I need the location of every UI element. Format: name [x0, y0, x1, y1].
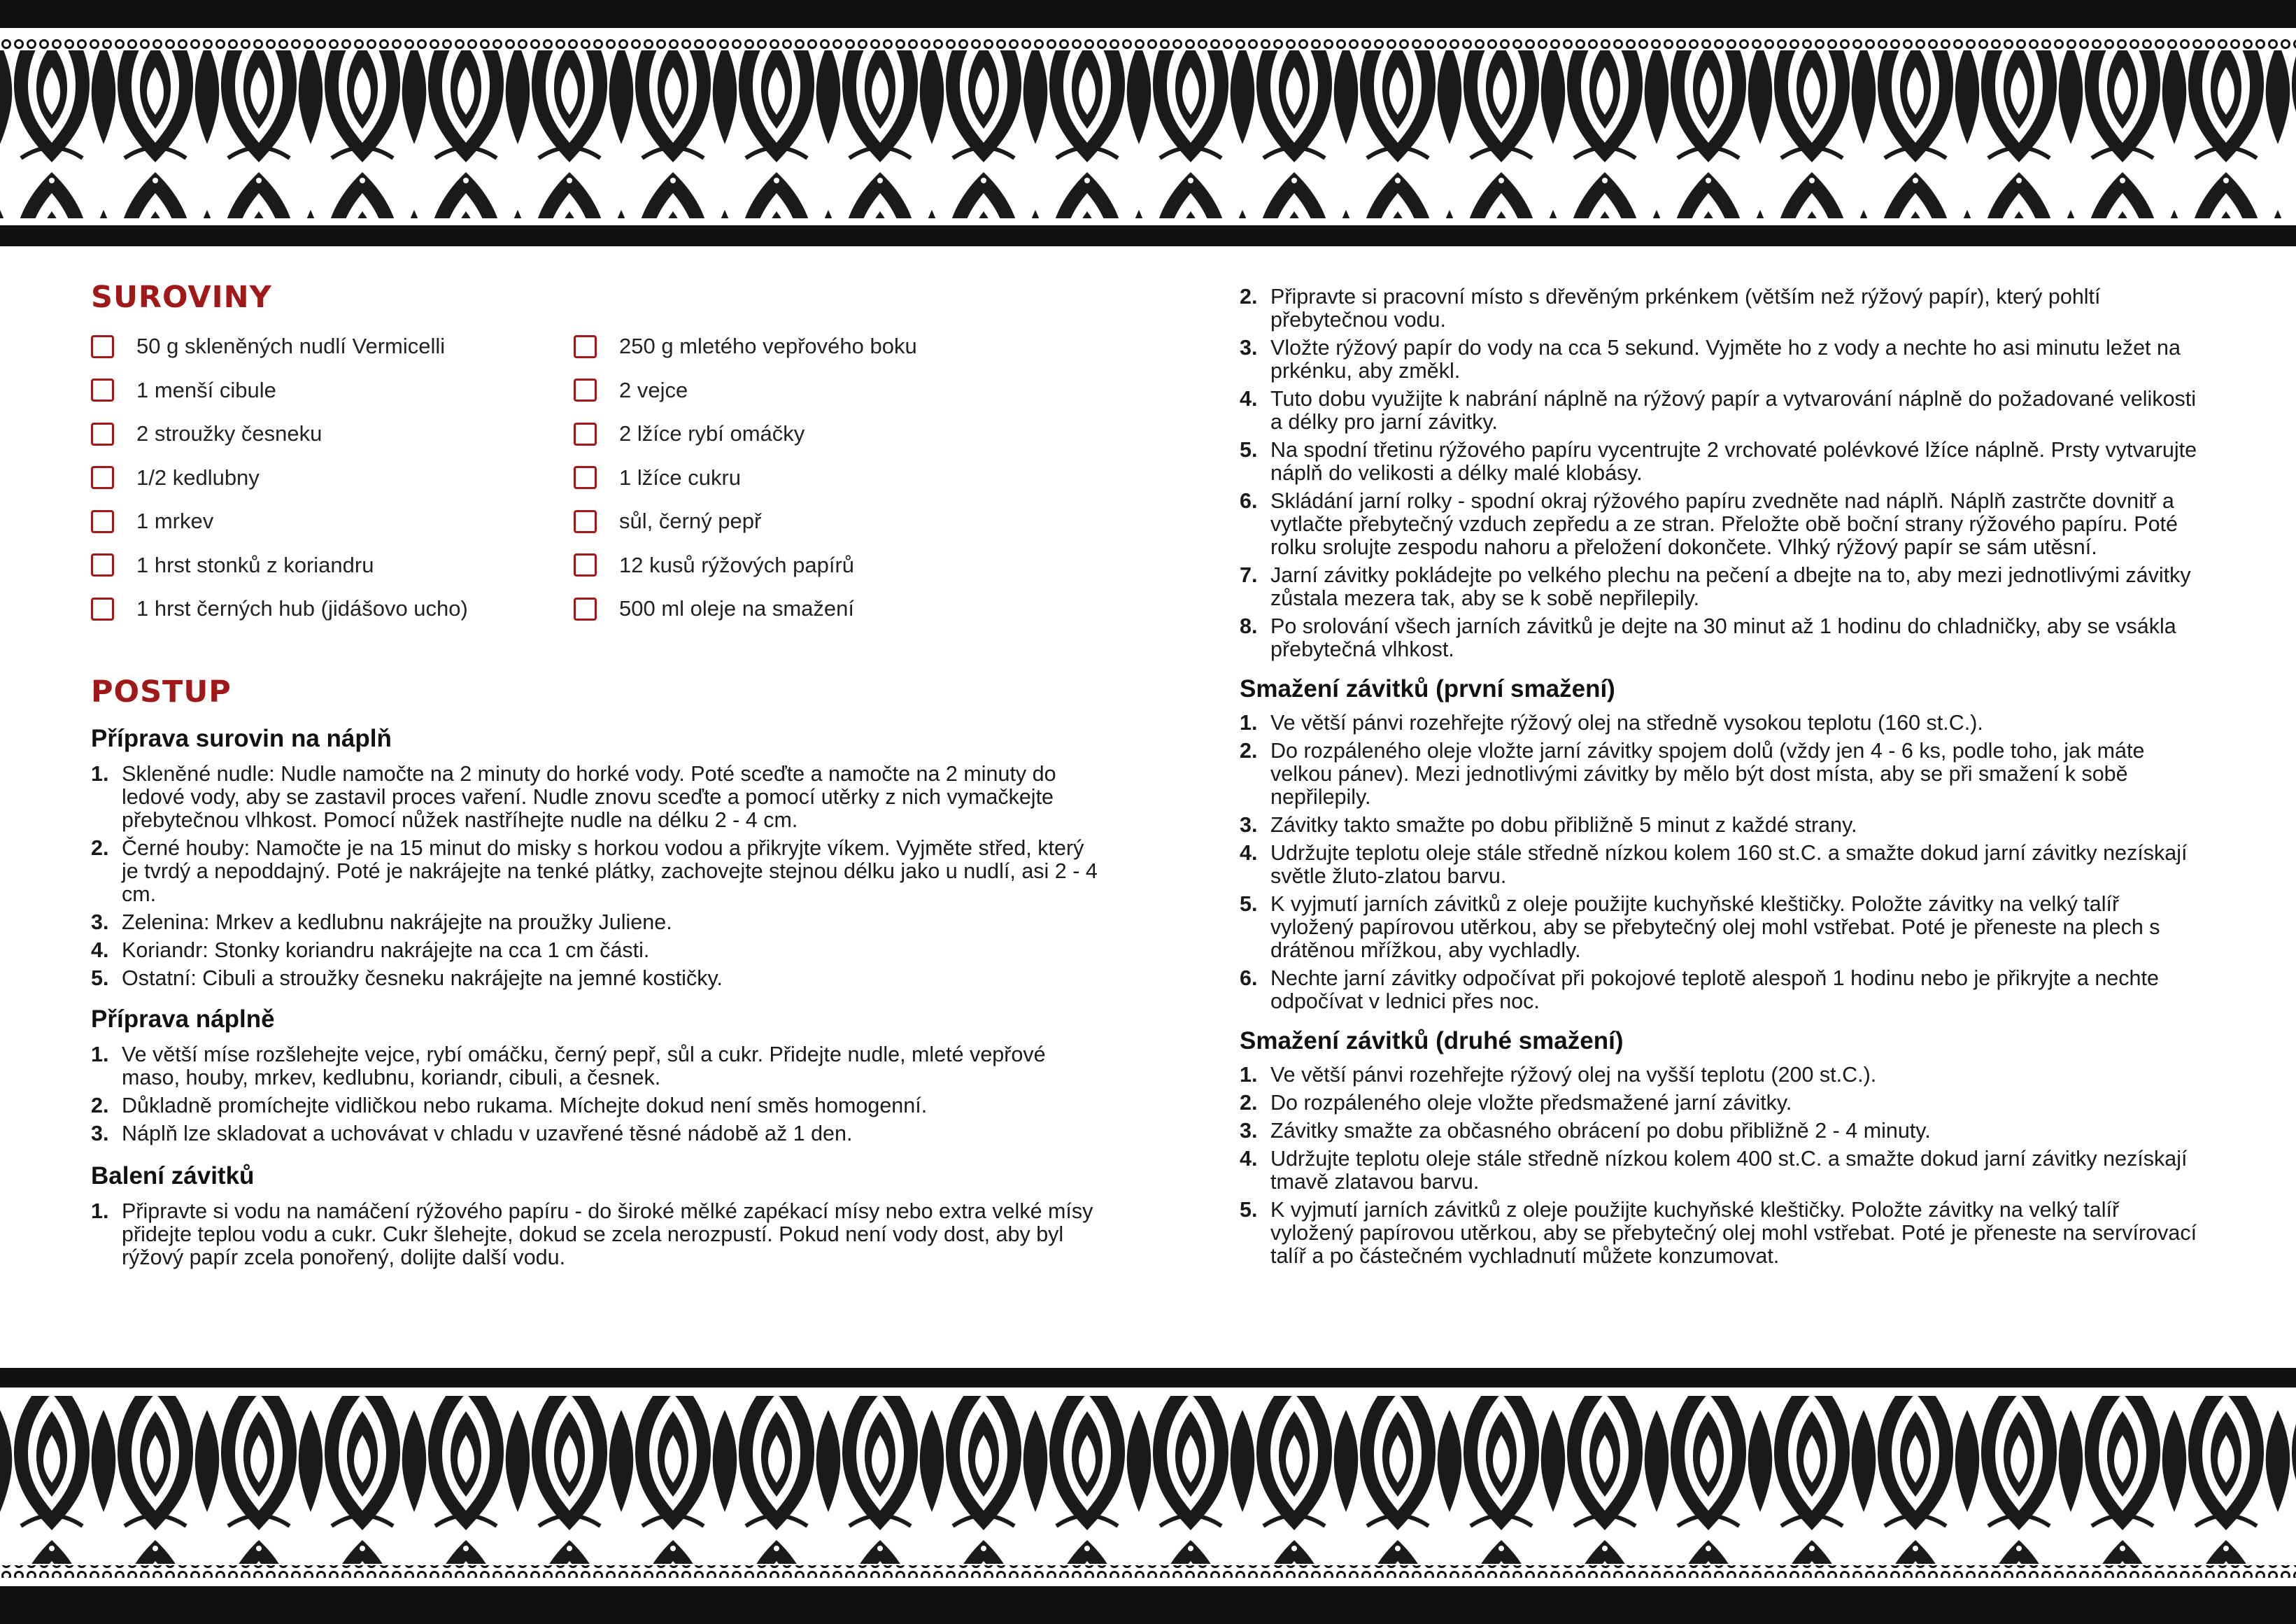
baleni-steps-continued — [1240, 285, 2205, 661]
step-text: Zelenina: Mrkev a kedlubnu nakrájejte na proužky Juliene. — [122, 910, 672, 934]
step-text: Náplň lze skladovat a uchovávat v chladu v uzavřené těsné nádobě až 1 den. — [122, 1121, 853, 1145]
step-number: 1. — [1240, 1063, 1258, 1087]
step-text: Vložte rýžový papír do vody na cca 5 sekund. Vyjměte ho z vody a nechte ho asi minutu ležet na prkénku, aby změkl. — [1270, 336, 2181, 383]
step-number: 2. — [91, 835, 109, 860]
bottom-ornament-border — [0, 1368, 2296, 1624]
step-number: 6. — [1240, 966, 1258, 990]
baleni-title: Balení závitků — [91, 1161, 255, 1189]
step-item — [1240, 388, 2205, 434]
step-text: Udržujte teplotu oleje stále středně nízkou kolem 160 st.C. a smažte dokud jarní závitky nezískají světle žluto-zlatou barvu. — [1270, 841, 2188, 888]
step-number: 4. — [91, 938, 109, 962]
step-text: Ve větší míse rozšlehejte vejce, rybí omáčku, černý pepř, sůl a cukr. Přidejte nudle, mleté vepřové maso, houby, mrkev, kedlubnu, koriandr, cibuli, a česnek. — [122, 1042, 1046, 1089]
step-text: Do rozpáleného oleje vložte jarní závitky spojem dolů (vždy jen 4 - 6 ks, podle toho, jak máte velkou pánev). Mezi jednotlivými závitky by mělo být dost místa, aby se při smažení k sobě nepřilepily. — [1270, 739, 2145, 809]
step-text: Nechte jarní závitky odpočívat při pokojové teplotě alespoň 1 hodinu nebo je přikryjte a nechte odpočívat v lednici přes noc. — [1270, 966, 2159, 1013]
checkbox-icon[interactable] — [91, 379, 114, 402]
step-item — [1240, 1064, 2205, 1087]
suroviny-title: SUROVINY — [91, 280, 272, 315]
step-item — [1240, 814, 2205, 837]
ingredient-label: 500 ml oleje na smažení — [619, 596, 855, 621]
priprava-naplne-steps — [91, 1043, 1098, 1145]
checkbox-icon[interactable] — [574, 466, 597, 489]
step-number: 1. — [1240, 711, 1258, 735]
left-column — [91, 280, 1098, 1274]
ingredient-label: 1/2 kedlubny — [136, 465, 260, 490]
step-number: 6. — [1240, 489, 1258, 513]
ingredient-item — [91, 456, 574, 500]
ingredient-item — [574, 544, 1056, 588]
step-number: 2. — [1240, 285, 1258, 309]
step-text: Černé houby: Namočte je na 15 minut do misky s horkou vodou a přikryjte víkem. Vyjměte střed, který je tvrdý a nepoddajný. Poté je nakrájejte na tenké plátky, zachovejte stejnou délku jako u nudlí, asi 2 - 4 cm. — [122, 835, 1098, 906]
step-item — [1240, 967, 2205, 1013]
step-text: Důkladně promíchejte vidličkou nebo rukama. Míchejte dokud není směs homogenní. — [122, 1093, 928, 1117]
step-item — [91, 1043, 1098, 1089]
checkbox-icon[interactable] — [574, 598, 597, 621]
ingredient-item — [574, 412, 1056, 456]
ingredient-item — [91, 325, 574, 369]
checkbox-icon[interactable] — [574, 379, 597, 402]
step-number: 3. — [1240, 1119, 1258, 1143]
baleni-steps-first — [91, 1200, 1098, 1269]
smazeni1-title: Smažení závitků (první smažení) — [1240, 675, 1615, 702]
thai-ornament-icon — [0, 0, 2296, 255]
step-item — [1240, 893, 2205, 962]
step-text: Závitky smažte za občasného obrácení po dobu přibližně 2 - 4 minuty. — [1270, 1119, 1931, 1143]
step-item — [1240, 439, 2205, 485]
step-text: Tuto dobu využijte k nabrání náplně na rýžový papír a vytvarování náplně do požadované velikosti a délky pro jarní závitky. — [1270, 387, 2197, 434]
top-ornament-border — [0, 0, 2296, 255]
step-number: 3. — [91, 1121, 109, 1145]
priprava-surovin-steps — [91, 763, 1098, 990]
ingredient-label: 2 lžíce rybí omáčky — [619, 421, 805, 446]
ingredient-item — [574, 369, 1056, 413]
step-text: Skládání jarní rolky - spodní okraj rýžového papíru zvedněte nad náplň. Náplň zastrčte dovnitř a vytlačte přebytečný vzduch zepředu a ze stran. Přeložte obě boční strany rýžového papíru. Poté rolku srolujte zespodu nahoru a přeložení dokončete. Vlhký rýžový papír se sám utěsní. — [1270, 489, 2178, 559]
step-number: 3. — [1240, 813, 1258, 837]
step-text: Ve větší pánvi rozehřejte rýžový olej na středně vysokou teplotu (160 st.C.). — [1270, 711, 1983, 735]
step-item — [1240, 740, 2205, 809]
step-item — [1240, 1199, 2205, 1268]
step-number: 4. — [1240, 1147, 1258, 1171]
step-text: K vyjmutí jarních závitků z oleje použijte kuchyňské kleštičky. Položte závitky na velký talíř vyložený papírovou utěrkou, aby se přebytečný olej mohl vstřebat. Poté je přeneste na servírovací talíř a po částečném vychladnutí můžete konzumovat. — [1270, 1198, 2197, 1268]
priprava-surovin-title: Příprava surovin na náplň — [91, 724, 392, 752]
ingredient-item — [574, 587, 1056, 631]
step-item — [1240, 615, 2205, 661]
step-number: 3. — [1240, 336, 1258, 360]
step-number: 5. — [1240, 1198, 1258, 1222]
step-text: Skleněné nudle: Nudle namočte na 2 minuty do horké vody. Poté sceďte a namočte na 2 minuty do ledové vody, aby se zastavil proces vaření. Nudle znovu sceďte a pomocí utěrky z nich vymačkejte přebytečnou vlhkost. Pomocí nůžek nastříhejte nudle na délku 2 - 4 cm. — [122, 761, 1056, 832]
right-column — [1240, 285, 2205, 1273]
thai-ornament-icon — [0, 1368, 2296, 1624]
checkbox-icon[interactable] — [574, 335, 597, 358]
step-number: 7. — [1240, 563, 1258, 587]
step-text: Ostatní: Cibuli a stroužky česneku nakrájejte na jemné kostičky. — [122, 966, 723, 990]
step-number: 2. — [91, 1093, 109, 1117]
step-text: Jarní závitky pokládejte po velkého plechu na pečení a dbejte na to, aby mezi jednotlivými závitky zůstala mezera tak, aby se k sobě nepřilepily. — [1270, 563, 2191, 610]
step-text: Udržujte teplotu oleje stále středně nízkou kolem 400 st.C. a smažte dokud jarní závitky nezískají tmavě zlatavou barvu. — [1270, 1147, 2188, 1194]
step-number: 1. — [91, 1199, 109, 1223]
step-item — [1240, 1120, 2205, 1143]
step-item — [91, 837, 1098, 906]
step-item — [91, 1122, 1098, 1145]
step-item — [1240, 1092, 2205, 1115]
ingredient-item — [91, 369, 574, 413]
step-number: 1. — [91, 1042, 109, 1066]
step-text: Koriandr: Stonky koriandru nakrájejte na cca 1 cm části. — [122, 938, 650, 962]
step-number: 5. — [1240, 892, 1258, 916]
ingredient-label: 1 hrst černých hub (jidášovo ucho) — [136, 596, 468, 621]
checkbox-icon[interactable] — [91, 466, 114, 489]
checkbox-icon[interactable] — [574, 553, 597, 577]
step-item — [1240, 490, 2205, 559]
ingredient-label: 2 vejce — [619, 377, 688, 402]
ingredient-label: 1 hrst stonků z koriandru — [136, 552, 374, 577]
step-number: 5. — [91, 966, 109, 990]
ingredient-label: 1 mrkev — [136, 509, 214, 534]
ingredient-item — [574, 456, 1056, 500]
ingredient-label: sůl, černý pepř — [619, 509, 762, 534]
ingredient-label: 250 g mletého vepřového boku — [619, 334, 917, 359]
step-text: Po srolování všech jarních závitků je dejte na 30 minut až 1 hodinu do chladničky, aby se vsákla přebytečná vlhkost. — [1270, 614, 2176, 661]
step-item — [1240, 1148, 2205, 1194]
step-text: Na spodní třetinu rýžového papíru vycentrujte 2 vrchovaté polévkové lžíce náplně. Prsty vytvarujte náplň do velikosti a délky malé klobásy. — [1270, 438, 2197, 485]
step-text: K vyjmutí jarních závitků z oleje použijte kuchyňské kleštičky. Položte závitky na velký talíř vyložený papírovou utěrkou, aby se přebytečný olej mohl vstřebat. Poté je přeneste na plech s drátěnou mřížkou, aby vychladly. — [1270, 892, 2160, 962]
ingredient-item — [91, 500, 574, 544]
step-item — [91, 763, 1098, 832]
checkbox-icon[interactable] — [91, 510, 114, 533]
step-text: Závitky takto smažte po dobu přibližně 5 minut z každé strany. — [1270, 813, 1857, 837]
step-item — [91, 1200, 1098, 1269]
smazeni1-steps — [1240, 712, 2205, 1013]
step-text: Připravte si pracovní místo s dřevěným prkénkem (větším než rýžový papír), který pohltí přebytečnou vodu. — [1270, 285, 2101, 332]
ingredient-label: 2 stroužky česneku — [136, 421, 323, 446]
step-item — [1240, 337, 2205, 383]
step-item — [1240, 842, 2205, 888]
checkbox-icon[interactable] — [91, 423, 114, 446]
step-number: 3. — [91, 910, 109, 934]
step-item — [91, 911, 1098, 934]
step-number: 4. — [1240, 841, 1258, 865]
step-item — [1240, 285, 2205, 332]
step-item — [91, 1094, 1098, 1117]
step-number: 5. — [1240, 438, 1258, 462]
smazeni2-steps — [1240, 1064, 2205, 1268]
checkbox-icon[interactable] — [91, 598, 114, 621]
checkbox-icon[interactable] — [91, 335, 114, 358]
ingredient-list — [91, 325, 1098, 631]
checkbox-icon[interactable] — [574, 423, 597, 446]
ingredient-item — [91, 544, 574, 588]
ingredient-item — [91, 412, 574, 456]
postup-title: POSTUP — [91, 674, 232, 709]
step-number: 1. — [91, 761, 109, 786]
checkbox-icon[interactable] — [91, 553, 114, 577]
step-number: 4. — [1240, 387, 1258, 411]
step-text: Ve větší pánvi rozehřejte rýžový olej na vyšší teplotu (200 st.C.). — [1270, 1063, 1877, 1087]
step-item — [91, 967, 1098, 990]
step-text: Připravte si vodu na namáčení rýžového papíru - do široké mělké zapékací mísy nebo extra velké mísy přidejte teplou vodu a cukr. Cukr šlehejte, dokud se zcela nerozpustí. Pokud není vody dost, aby byl rýžový papír zcela ponořený, dolijte další vodu. — [122, 1199, 1093, 1269]
step-number: 2. — [1240, 1091, 1258, 1115]
ingredient-label: 50 g skleněných nudlí Vermicelli — [136, 334, 446, 359]
ingredient-item — [574, 500, 1056, 544]
ingredient-item — [91, 587, 574, 631]
ingredient-item — [574, 325, 1056, 369]
step-number: 2. — [1240, 739, 1258, 763]
step-item — [91, 939, 1098, 962]
ingredient-label: 1 menší cibule — [136, 377, 276, 402]
smazeni2-title: Smažení závitků (druhé smažení) — [1240, 1027, 1624, 1054]
step-text: Do rozpáleného oleje vložte předsmažené jarní závitky. — [1270, 1091, 1792, 1115]
step-item — [1240, 712, 2205, 735]
checkbox-icon[interactable] — [574, 510, 597, 533]
step-item — [1240, 564, 2205, 610]
step-number: 8. — [1240, 614, 1258, 638]
priprava-naplne-title: Příprava náplně — [91, 1005, 275, 1033]
ingredient-label: 1 lžíce cukru — [619, 465, 742, 490]
ingredient-label: 12 kusů rýžových papírů — [619, 552, 855, 577]
